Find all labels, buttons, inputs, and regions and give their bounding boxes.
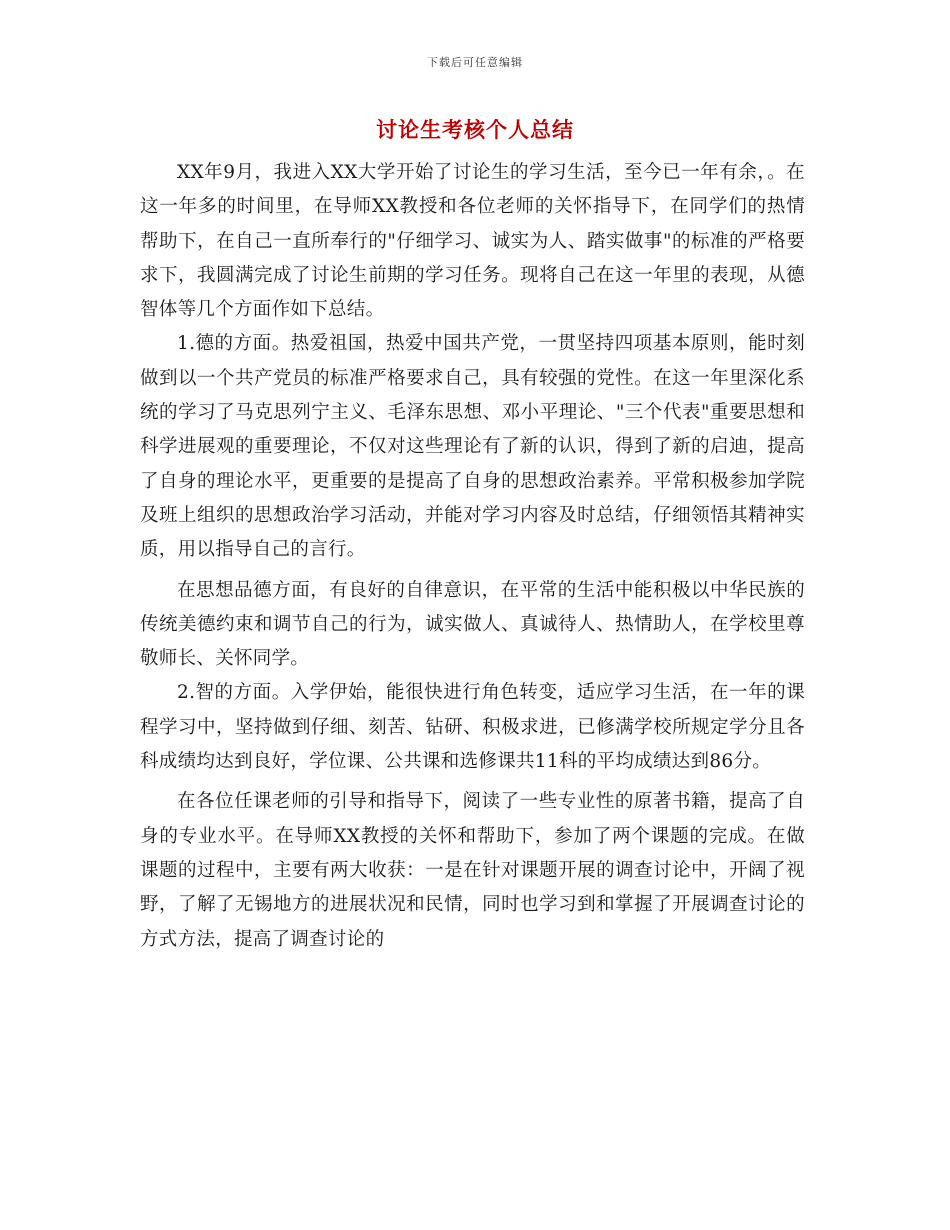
paragraph-moral: 1.德的方面。热爱祖国，热爱中国共产党，一贯坚持四项基本原则，能时刻做到以一个共产党员的标准严格要求自己，具有较强的党性。在这一年里深化系统的学习了马克思列宁主义、毛泽东思想、邓小平理论、"三个代表"重要思想和科学进展观的重要理论，不仅对这些理论有了新的认识，得到了新的启迪，提高了自身的理论水平，更重要的是提高了自身的思想政治素养。平常积极参加学院及班上组织的思想政治学习活动，并能对学习内容及时总结，仔细领悟其精神实质，用以指导自己的言行。 [140, 333, 805, 561]
document-body [140, 156, 805, 957]
paragraph-character: 在思想品德方面，有良好的自律意识，在平常的生活中能积极以中华民族的传统美德约束和调节自己的行为，诚实做人、真诚待人、热情助人，在学校里尊敬师长、关怀同学。 [140, 579, 805, 670]
paragraph-intellect: 2.智的方面。入学伊始，能很快进行角色转变，适应学习生活，在一年的课程学习中，坚持做到仔细、刻苦、钻研、积极求进，已修满学校所规定学分且各科成绩均达到良好，学位课、公共课和选修课共11科的平均成绩达到86分。 [140, 682, 805, 773]
paragraph-intro: XX年9月，我进入XX大学开始了讨论生的学习生活，至今已一年有余，。在这一年多的时间里，在导师XX教授和各位老师的关怀指导下，在同学们的热情帮助下，在自己一直所奉行的"仔细学习、诚实为人、踏实做事"的标准的严格要求下，我圆满完成了讨论生前期的学习任务。现将自己在这一年里的表现，从德智体等几个方面作如下总结。 [140, 162, 805, 321]
document-title: 讨论生考核个人总结 [376, 117, 574, 142]
header-note: 下载后可任意编辑 [427, 56, 523, 69]
paragraph-research: 在各位任课老师的引导和指导下，阅读了一些专业性的原著书籍，提高了自身的专业水平。在导师XX教授的关怀和帮助下，参加了两个课题的完成。在做课题的过程中，主要有两大收获：一是在针对课题开展的调查讨论中，开阔了视野，了解了无锡地方的进展状况和民情，同时也学习到和掌握了开展调查讨论的方式方法，提高了调查讨论的 [140, 791, 805, 950]
